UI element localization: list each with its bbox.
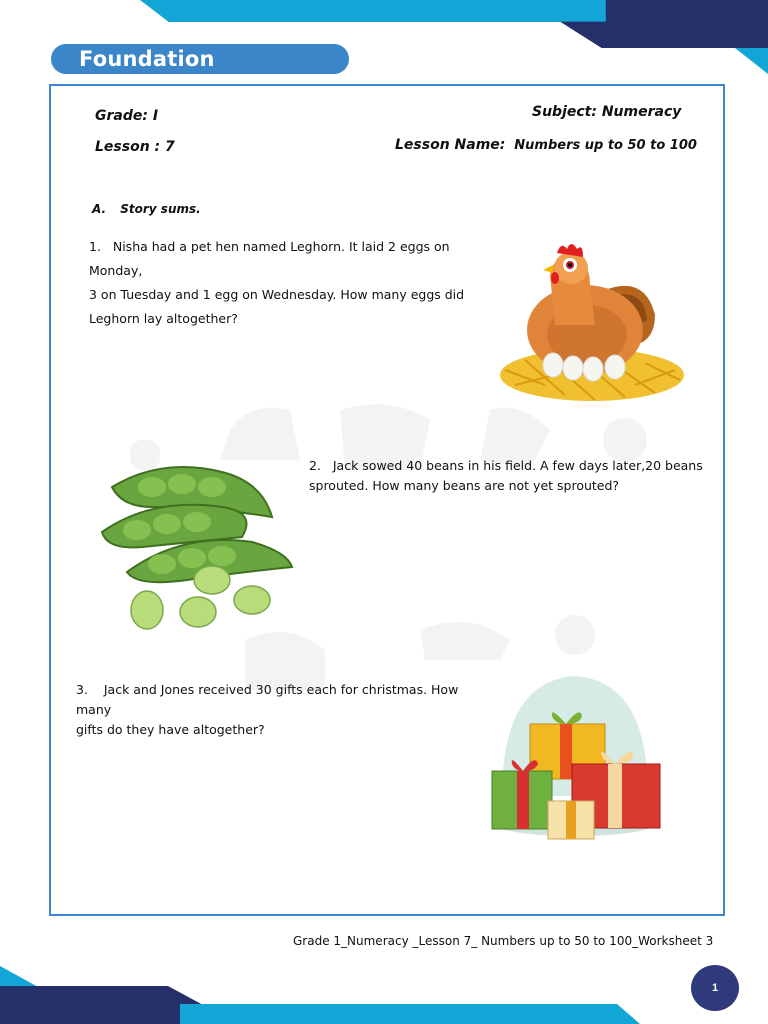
- question-3-number: 3.: [76, 682, 88, 697]
- lesson-label: Lesson : 7: [95, 139, 175, 155]
- question-2: [309, 456, 709, 496]
- hen-illustration: [495, 235, 690, 410]
- bottom-cyan-bar: [180, 1004, 640, 1024]
- top-right-cyan-corner: [735, 48, 768, 74]
- subject-label: Subject: Numeracy: [532, 104, 682, 120]
- question-1-number: 1.: [89, 239, 101, 254]
- question-2-text-1: Jack sowed 40 beans in his field. A few days later,20 beans: [332, 458, 703, 473]
- question-1: [89, 235, 489, 331]
- lesson-name: [395, 137, 697, 153]
- lesson-name-label: Lesson Name:: [395, 137, 506, 153]
- question-1-line-2: 3 on Tuesday and 1 egg on Wednesday. How many eggs did: [89, 287, 465, 302]
- question-1-line-1: [89, 235, 489, 283]
- footer-text: Grade 1_Numeracy _Lesson 7_ Numbers up to 50 to 100_Worksheet 3: [293, 934, 714, 948]
- section-heading: [92, 202, 201, 216]
- worksheet-title: Foundation Worksheet: [51, 44, 349, 74]
- question-2-line-2: sprouted. How many beans are not yet sprouted?: [309, 478, 620, 493]
- question-3-line-1: [76, 680, 496, 720]
- section-title: Story sums.: [120, 202, 201, 216]
- question-1-text-1: Nisha had a pet hen named Leghorn. It laid 2 eggs on Monday,: [89, 239, 450, 278]
- question-3-line-2: gifts do they have altogether?: [76, 722, 265, 737]
- question-1-line-3: Leghorn lay altogether?: [89, 311, 238, 326]
- top-cyan-bar: [140, 0, 620, 22]
- grade-label: Grade: I: [95, 108, 159, 124]
- bottom-cyan-corner: [0, 966, 40, 988]
- lesson-name-value: Numbers up to 50 to 100: [514, 138, 697, 153]
- gift-boxes-illustration: [490, 676, 665, 844]
- bean-pods-illustration: [92, 462, 294, 634]
- question-3-text-1: Jack and Jones received 30 gifts each for christmas. How many: [76, 682, 459, 717]
- bottom-navy-bar: [0, 986, 210, 1024]
- page-number: 1: [691, 965, 739, 1011]
- section-label: A.: [92, 202, 107, 216]
- question-2-line-1: [309, 456, 709, 476]
- question-3: [76, 680, 496, 740]
- question-2-number: 2.: [309, 458, 321, 473]
